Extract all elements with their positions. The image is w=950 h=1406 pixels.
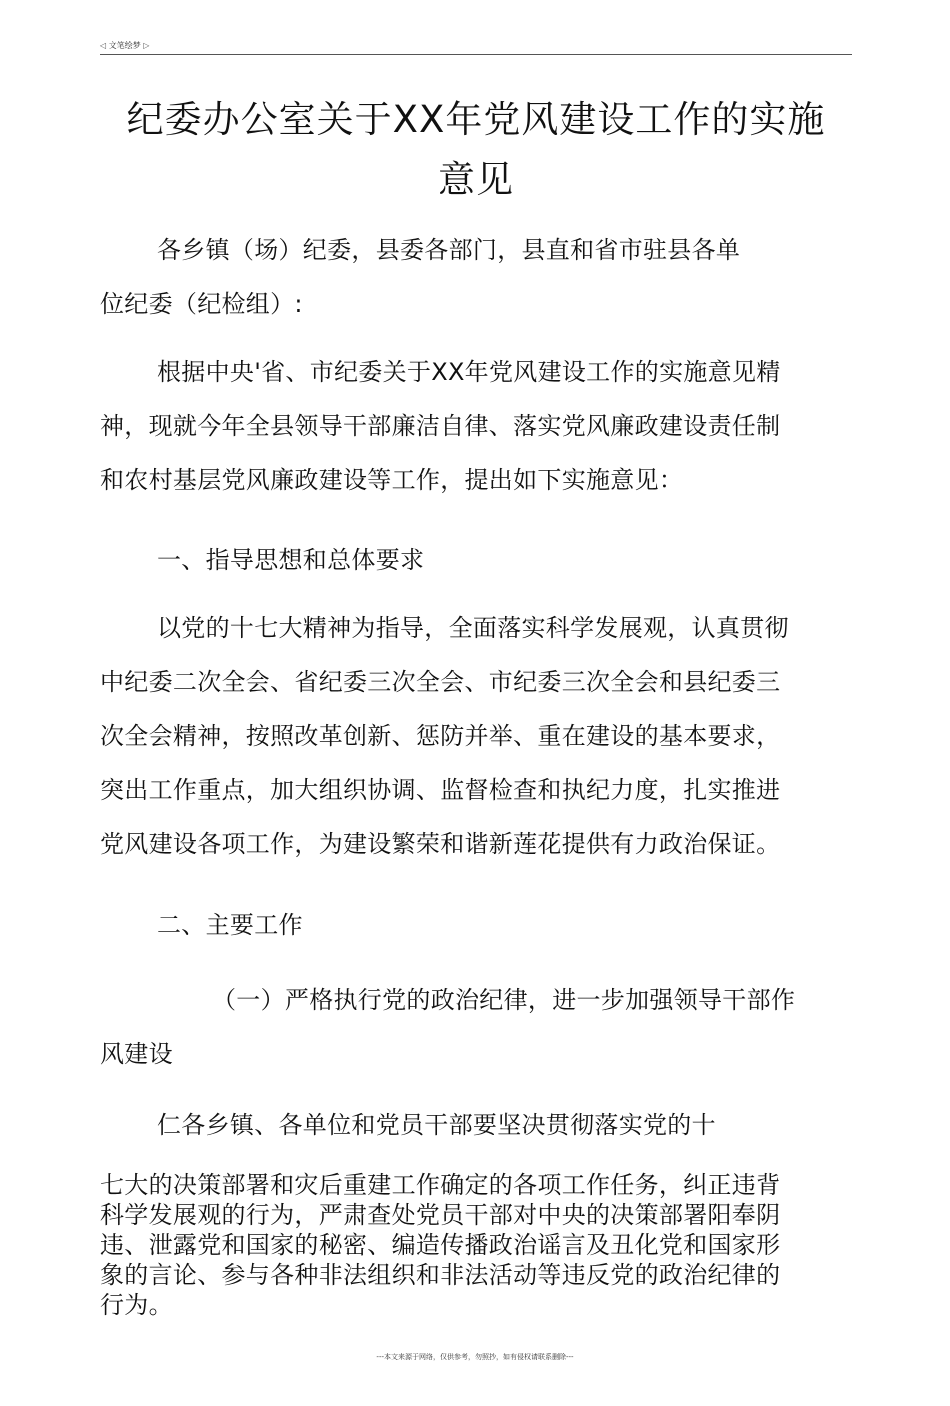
salutation-line-2: 位纪委（纪检组）: [100, 290, 303, 318]
header-label [100, 40, 149, 51]
subsection-para-line-1: 仁各乡镇、各单位和党员干部要坚决贯彻落实党的十 [157, 1111, 716, 1139]
subsection-1-paragraph-start [100, 1098, 852, 1152]
section-1-line-2: 中纪委二次全会、省纪委三次全会、市纪委三次全会和县纪委三 [100, 668, 781, 696]
title-line-2: 意见 [438, 158, 514, 201]
intro-paragraph [100, 345, 852, 507]
section-1-heading-text: 一、指导思想和总体要求 [157, 546, 425, 574]
intro-line-1: 根据中央'省、市纪委关于XX年党风建设工作的实施意见精 [157, 358, 781, 386]
subsection-para-line-4: 违、泄露党和国家的秘密、编造传播政治谣言及丑化党和国家形 [100, 1231, 781, 1259]
section-1-heading [100, 533, 852, 587]
section-1-line-4: 突出工作重点，加大组织协调、监督检查和执纪力度，扎实推进 [100, 776, 781, 804]
title-line-1: 纪委办公室关于XX年党风建设工作的实施 [126, 98, 826, 141]
subsection-para-line-3: 科学发展观的行为，严肃查处党员干部对中央的决策部署阳奉阴 [100, 1201, 781, 1229]
subsection-1-paragraph [100, 1170, 852, 1320]
section-2-heading-text: 二、主要工作 [157, 911, 303, 939]
intro-line-3: 和农村基层党风廉政建设等工作，提出如下实施意见： [100, 466, 684, 494]
page-footer: ---本文来源于网络，仅供参考，勿照抄，如有侵权请联系删除--- [376, 1353, 574, 1361]
section-1-paragraph [100, 601, 852, 871]
salutation [100, 223, 852, 331]
section-2-heading [100, 898, 852, 952]
subsection-para-line-6: 行为。 [100, 1291, 173, 1319]
page-header [100, 40, 852, 55]
subsection-1-line-1: （一）严格执行党的政治纪律，进一步加强领导干部作 [212, 986, 796, 1014]
header-text: 文笔绘梦 [108, 41, 141, 50]
subsection-para-line-5: 象的言论、参与各种非法组织和非法活动等违反党的政治纪律的 [100, 1261, 781, 1289]
intro-line-2: 神，现就今年全县领导干部廉洁自律、落实党风廉政建设责任制 [100, 412, 781, 440]
subsection-para-line-2: 七大的决策部署和灾后重建工作确定的各项工作任务，纠正违背 [100, 1171, 781, 1199]
subsection-1-heading [100, 973, 852, 1081]
right-triangle-icon: ▷ [143, 41, 150, 50]
section-1-line-3: 次全会精神，按照改革创新、惩防并举、重在建设的基本要求， [100, 722, 781, 750]
salutation-line-1: 各乡镇（场）纪委，县委各部门，县直和省市驻县各单 [157, 236, 741, 264]
document-title [100, 90, 852, 210]
subsection-1-line-2: 风建设 [100, 1040, 173, 1068]
section-1-line-5: 党风建设各项工作，为建设繁荣和谐新莲花提供有力政治保证。 [100, 830, 781, 858]
left-triangle-icon: ◁ [100, 41, 107, 50]
section-1-line-1: 以党的十七大精神为指导，全面落实科学发展观，认真贯彻 [157, 614, 789, 642]
